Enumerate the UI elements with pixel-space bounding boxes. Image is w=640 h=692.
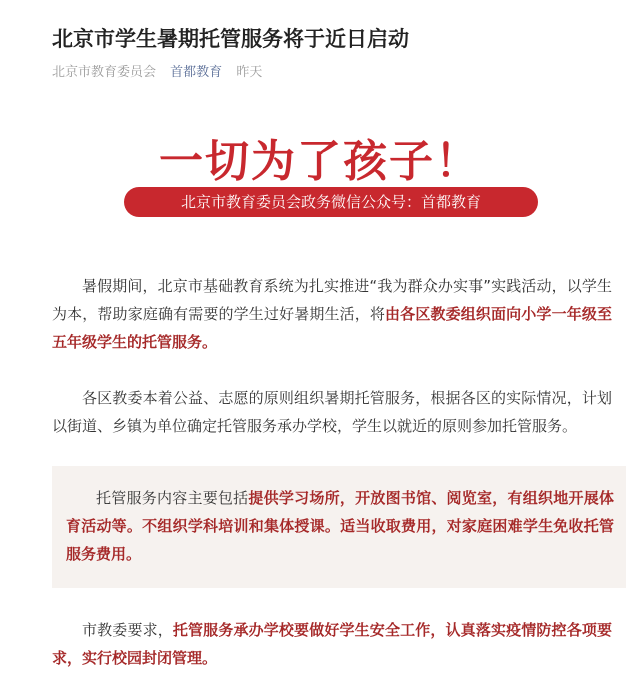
paragraph-3-highlight: 提供学习场所，开放图书馆、阅览室，有组织地开展体育活动等。不组织学科培训和集体授课。适当收取费用，对家庭困难学生免收托管服务费用。 [66, 489, 614, 563]
paragraph-3-text: 托管服务内容主要包括 [96, 489, 249, 507]
paragraph-1 [52, 272, 612, 356]
paragraph-3 [66, 484, 614, 568]
paragraph-1-text: 暑假期间，北京市基础教育系统为扎实推进“我为群众办实事”实践活动，以学生为本，帮助家庭确有需要的学生过好暑期生活，将 [52, 277, 612, 323]
article-title: 北京市学生暑期托管服务将于近日启动 [52, 27, 409, 51]
account-name-link[interactable]: 首都教育 [170, 65, 223, 80]
article-source: 北京市教育委员会 [52, 65, 157, 80]
banner-subtitle: 北京市教育委员会政务微信公众号：首都教育 [124, 187, 538, 217]
banner-slogan: 一切为了孩子！ [159, 136, 481, 187]
paragraph-2-text: 各区教委本着公益、志愿的原则组织暑期托管服务，根据各区的实际情况，计划以街道、乡镇为单位确定托管服务承办学校，学生以就近的原则参加托管服务。 [52, 389, 612, 435]
paragraph-2 [52, 384, 612, 440]
article-meta [52, 64, 272, 82]
paragraph-1-highlight: 由各区教委组织面向小学一年级至五年级学生的托管服务。 [52, 305, 612, 351]
publish-time: 昨天 [236, 65, 263, 80]
paragraph-4-highlight: 托管服务承办学校要做好学生安全工作，认真落实疫情防控各项要求，实行校园封闭管理。 [52, 621, 612, 667]
paragraph-4 [52, 616, 612, 672]
paragraph-4-text: 市教委要求， [82, 621, 173, 639]
